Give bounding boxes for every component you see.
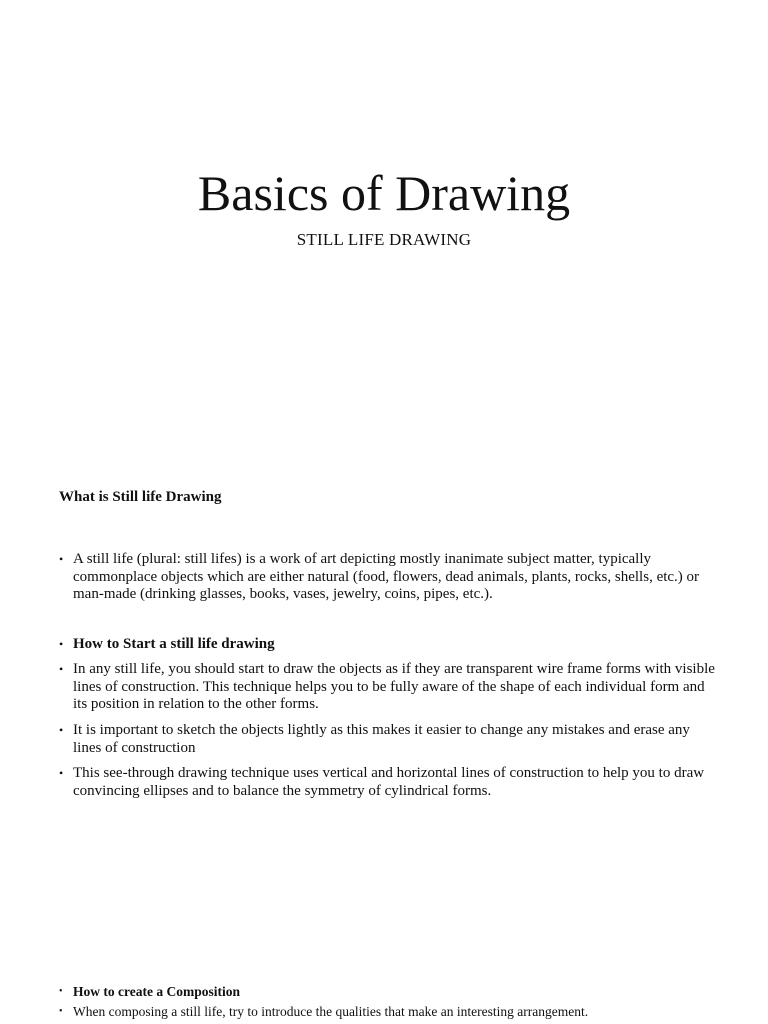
bullet-marker: • [59,1006,63,1017]
bullet-item-how-to-start [59,636,719,654]
bullet-marker: • [59,637,64,651]
page-title: Basics of Drawing [197,165,571,221]
bullet-marker: • [59,986,63,997]
bullet-item-see-through [59,765,719,800]
bullet-marker: • [59,662,64,676]
bullet-text: When composing a still life, try to introduce the qualities that make an interesting arrangement. [73,1004,589,1019]
bullet-heading: How to create a Composition [73,984,240,999]
bullet-text: In any still life, you should start to draw the objects as if they are transparent wire frame forms with visible lines of construction. This technique helps you to be fully aware of the shape of each individual form and its position in relation to the other forms. [73,661,715,712]
bullet-text: It is important to sketch the objects lightly as this makes it easier to change any mistakes and erase any lines of construction [73,722,690,756]
bullet-text: A still life (plural: still lifes) is a work of art depicting mostly inanimate subject matter, typically commonplace objects which are either natural (food, flowers, dead animals, plants, rocks, shells, etc.) or man-made (drinking glasses, books, vases, jewelry, coins, pipes, etc.). [73,551,700,602]
section-heading: What is Still life Drawing [59,489,222,505]
bullet-text: This see-through drawing technique uses vertical and horizontal lines of construction to help you to draw convincing ellipses and to balance the symmetry of cylindrical forms. [73,765,705,799]
bullet-marker: • [59,723,64,737]
bullet-marker: • [59,766,64,780]
bullet-item-definition [59,551,719,604]
bullet-heading: How to Start a still life drawing [73,636,275,652]
bullet-item-composing [59,1003,719,1020]
bullet-marker: • [59,552,64,566]
bullet-item-sketch-lightly [59,722,719,757]
page-subtitle: STILL LIFE DRAWING [296,230,472,249]
bullet-item-composition [59,983,719,1000]
bullet-item-wire-frame [59,661,719,714]
